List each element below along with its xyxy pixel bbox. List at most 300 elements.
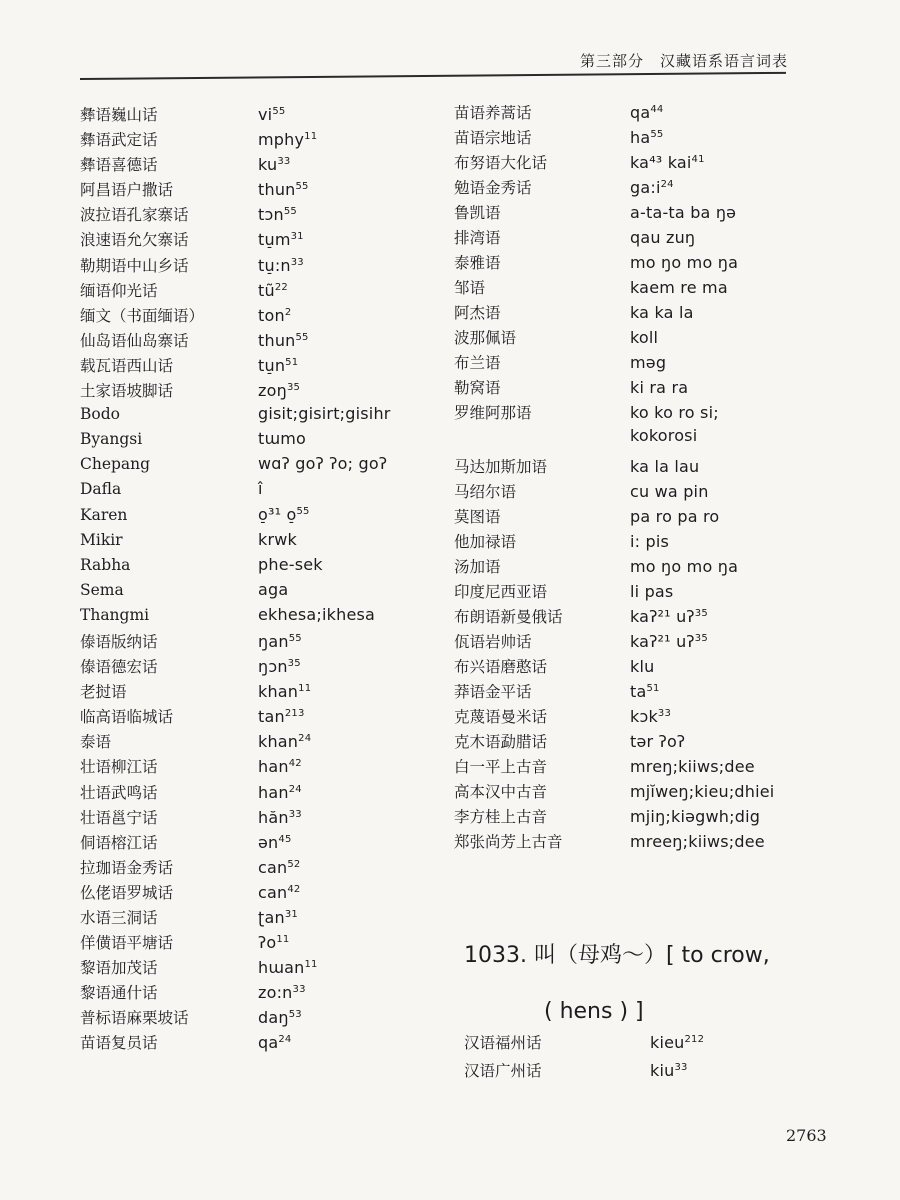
tone-mark: 35 <box>694 633 708 644</box>
language-name: Byangsi <box>80 430 143 449</box>
list-item <box>80 354 440 379</box>
tone-mark: 24 <box>298 733 312 745</box>
language-name: 阿杰语 <box>454 304 501 322</box>
list-item <box>454 426 804 451</box>
word-form <box>630 582 673 601</box>
tone-mark: 11 <box>304 959 318 971</box>
word-form <box>630 657 654 676</box>
phonetic-form: ga:i <box>630 178 661 197</box>
language-name: 壮语邕宁话 <box>80 808 158 827</box>
phonetic-form: kɔk <box>630 707 658 726</box>
word-form <box>258 632 302 651</box>
language-name: 壮语武鸣话 <box>80 783 158 802</box>
list-item <box>454 301 804 326</box>
language-name: 缅语仰光话 <box>80 281 158 300</box>
tone-mark: 41 <box>691 154 705 165</box>
language-name: 邹语 <box>454 279 486 297</box>
language-name: 他加禄语 <box>454 533 517 551</box>
phonetic-form: tɯmo <box>258 429 307 449</box>
language-name: Bodo <box>80 405 120 424</box>
word-form <box>258 983 306 1002</box>
tone-mark: 42 <box>288 758 302 770</box>
phonetic-form: kokorosi <box>630 426 698 445</box>
list-item <box>80 755 440 780</box>
tone-mark: 22 <box>274 281 288 293</box>
language-name: 勉语金秀话 <box>454 179 532 197</box>
list-item <box>80 404 440 429</box>
phonetic-form: ən <box>258 832 279 852</box>
list-item <box>454 251 804 276</box>
phonetic-form: mo ŋo mo ŋa <box>630 557 739 576</box>
tone-mark: 55 <box>295 331 309 343</box>
tone-mark: 55 <box>283 206 297 218</box>
language-name: 仙岛语仙岛寨话 <box>80 331 189 350</box>
word-form <box>630 253 738 272</box>
language-name: 印度尼西亚语 <box>454 583 548 601</box>
phonetic-form: a-ta-ta ba ŋə <box>630 203 737 222</box>
phonetic-form: kaʔ²¹ uʔ <box>630 632 695 651</box>
list-item <box>80 329 440 354</box>
word-form <box>258 605 375 624</box>
word-form <box>650 1033 704 1052</box>
language-name: Mikir <box>80 530 123 549</box>
list-item <box>454 755 804 780</box>
word-form <box>630 632 708 651</box>
word-form <box>258 682 311 701</box>
language-name: 鲁凯语 <box>454 204 501 222</box>
language-name: Chepang <box>80 455 151 474</box>
word-form <box>258 505 310 524</box>
language-name: 侗语榕江话 <box>80 833 158 852</box>
word-form <box>630 732 685 751</box>
phonetic-form: thun <box>258 330 296 350</box>
language-name: 仫佬语罗城话 <box>80 883 174 902</box>
tone-mark: 212 <box>684 1034 705 1045</box>
language-name: 傣语版纳话 <box>80 632 158 651</box>
phonetic-form: pa ro pa ro <box>630 507 720 526</box>
phonetic-form: ko ko ro si; <box>630 403 719 422</box>
language-name: 泰雅语 <box>454 254 501 272</box>
tone-mark: 55 <box>272 106 286 117</box>
phonetic-form: o̠³¹ o̠ <box>258 504 297 524</box>
language-name: 彝语武定话 <box>80 131 158 150</box>
word-form <box>258 657 301 676</box>
language-name: 汉语广州话 <box>464 1062 542 1080</box>
language-name: 阿昌语户撒话 <box>80 181 174 200</box>
word-form <box>630 457 699 476</box>
language-name: 苗语复员话 <box>80 1034 158 1053</box>
list-item <box>80 279 440 304</box>
word-form <box>630 426 697 445</box>
language-name: 泰语 <box>80 733 112 752</box>
tone-mark: 33 <box>292 984 306 996</box>
word-form <box>630 203 736 222</box>
language-name: 波拉语孔家寨话 <box>80 206 189 225</box>
phonetic-form: tər ʔoʔ <box>630 732 686 751</box>
tone-mark: 35 <box>287 658 301 670</box>
list-item <box>80 103 440 128</box>
phonetic-form: wɑʔ goʔ ʔo; goʔ <box>258 454 388 474</box>
left-column <box>80 103 440 1057</box>
phonetic-form: tan <box>258 707 285 727</box>
word-form <box>258 429 306 448</box>
list-item <box>80 454 440 479</box>
tone-mark: 45 <box>278 833 292 845</box>
tone-mark: 11 <box>276 934 290 946</box>
tone-mark: 33 <box>290 256 304 268</box>
list-item <box>80 881 440 906</box>
phonetic-form: mreeŋ;kiiws;dee <box>630 832 765 851</box>
word-form <box>630 178 674 197</box>
word-form <box>258 130 317 149</box>
tone-mark: 44 <box>650 104 664 115</box>
word-form <box>258 858 300 877</box>
word-form <box>258 883 300 902</box>
right-column <box>454 101 804 855</box>
phonetic-form: cu wa pin <box>630 482 709 501</box>
word-form <box>630 153 705 172</box>
word-form <box>630 228 695 247</box>
phonetic-form: mo ŋo mo ŋa <box>630 253 739 272</box>
word-form <box>258 833 292 852</box>
phonetic-form: zoŋ <box>258 381 287 401</box>
list-item <box>80 178 440 203</box>
language-name: 傣语德宏话 <box>80 658 158 677</box>
phonetic-form: ton <box>258 305 285 325</box>
phonetic-form: tu̠m <box>258 230 291 250</box>
language-name: 载瓦语西山话 <box>80 356 174 375</box>
list-item <box>464 1031 804 1059</box>
phonetic-form: ka la lau <box>630 457 700 476</box>
language-name: Thangmi <box>80 605 150 624</box>
list-item <box>80 530 440 555</box>
phonetic-form: tũ <box>258 280 275 300</box>
phonetic-form: qa <box>258 1033 279 1053</box>
tone-mark: 31 <box>290 231 304 243</box>
tone-mark: 35 <box>286 382 301 394</box>
tone-mark: 52 <box>287 858 301 870</box>
language-name: 排湾语 <box>454 229 501 247</box>
phonetic-form: tu̠n <box>258 355 286 375</box>
list-item <box>80 203 440 228</box>
language-name: 苗语宗地话 <box>454 129 532 147</box>
phonetic-form: ʔo <box>258 933 277 953</box>
list-item <box>80 479 440 504</box>
phonetic-form: aga <box>258 579 289 599</box>
list-item <box>80 1006 440 1031</box>
phonetic-form: ki ra ra <box>630 378 689 397</box>
list-item <box>80 555 440 580</box>
word-form <box>258 454 387 473</box>
word-form <box>630 757 755 776</box>
list-item <box>454 351 804 376</box>
phonetic-form: ʈan <box>258 908 285 927</box>
word-form <box>258 205 297 224</box>
language-name: 土家语坡脚话 <box>80 382 174 401</box>
word-form <box>630 353 666 372</box>
language-name: 郑张尚芳上古音 <box>454 833 563 851</box>
phonetic-form: daŋ <box>258 1008 289 1028</box>
phonetic-form: ta <box>630 682 647 701</box>
word-form <box>258 908 298 927</box>
tone-mark: 55 <box>296 505 310 517</box>
word-form <box>258 479 263 498</box>
word-form <box>258 1008 302 1027</box>
language-name: 勒窝语 <box>454 379 501 397</box>
phonetic-form: han <box>258 782 289 802</box>
list-item <box>454 276 804 301</box>
language-name: 李方桂上古音 <box>454 808 548 826</box>
phonetic-form: tu̠:n <box>258 255 291 275</box>
language-name: Dafla <box>80 480 122 499</box>
phonetic-form: mjiŋ;kiəgwh;dig <box>630 807 761 826</box>
phonetic-form: mreŋ;kiiws;dee <box>630 757 755 776</box>
list-item <box>80 429 440 454</box>
entry-rows <box>464 1031 804 1087</box>
phonetic-form: gisit;gisirt;gisihr <box>258 404 391 424</box>
list-item <box>454 805 804 830</box>
list-item <box>80 505 440 530</box>
language-name: 布兰语 <box>454 354 501 372</box>
word-form <box>630 303 694 322</box>
list-item <box>80 1031 440 1056</box>
tone-mark: 33 <box>288 808 302 820</box>
tone-mark: 33 <box>277 156 291 168</box>
phonetic-form: han <box>258 757 289 777</box>
phonetic-form: can <box>258 857 288 877</box>
language-name: 布努语大化话 <box>454 154 548 172</box>
header-rule <box>80 72 786 80</box>
word-form <box>258 1033 292 1052</box>
language-name: 莫图语 <box>454 508 501 526</box>
language-name: 苗语养蒿话 <box>454 104 532 122</box>
language-name: 克木语勐腊话 <box>454 733 548 751</box>
list-item <box>80 379 440 404</box>
phonetic-form: hăn <box>258 807 289 827</box>
phonetic-form: məg <box>630 353 667 372</box>
list-item <box>80 806 440 831</box>
list-item <box>454 201 804 226</box>
tone-mark: 11 <box>304 131 318 143</box>
phonetic-form: kieu <box>650 1033 685 1052</box>
language-name: 缅文（书面缅语） <box>80 306 205 325</box>
phonetic-form: qa <box>630 103 651 122</box>
tone-mark: 11 <box>298 683 312 695</box>
word-form <box>258 555 323 574</box>
entry-heading-line1: 1033. 叫（母鸡～）[ to crow, <box>464 943 770 968</box>
word-form <box>258 105 285 124</box>
list-item <box>80 655 440 680</box>
language-name: 壮语柳江话 <box>80 758 158 777</box>
word-form <box>630 328 658 347</box>
word-form <box>258 155 290 174</box>
word-form <box>630 378 688 397</box>
list-item <box>454 176 804 201</box>
tone-mark: 51 <box>646 683 660 694</box>
language-name: 老挝语 <box>80 683 127 702</box>
list-item <box>454 730 804 755</box>
word-form <box>258 707 305 726</box>
word-form <box>258 256 304 275</box>
list-item <box>454 455 804 480</box>
word-form <box>630 557 738 576</box>
list-item <box>80 831 440 856</box>
list-item <box>454 830 804 855</box>
tone-mark: 213 <box>284 708 305 720</box>
language-name: Sema <box>80 580 124 599</box>
word-form <box>630 128 663 147</box>
phonetic-form: kaʔ²¹ uʔ <box>630 607 695 626</box>
tone-mark: 24 <box>278 1034 292 1046</box>
language-name: 马绍尔语 <box>454 483 517 501</box>
phonetic-form: qau zuŋ <box>630 228 696 247</box>
word-form <box>630 403 719 422</box>
word-form <box>258 180 309 199</box>
list-item <box>80 981 440 1006</box>
tone-mark: 24 <box>660 179 674 190</box>
list-item <box>80 580 440 605</box>
running-head: 第三部分 汉藏语系语言词表 <box>579 52 788 70</box>
language-name: 布兴语磨憨话 <box>454 658 548 676</box>
tone-mark: 55 <box>295 181 309 193</box>
word-form <box>630 507 719 526</box>
word-form <box>630 278 728 297</box>
tone-mark: 53 <box>288 1009 302 1021</box>
word-form <box>258 783 302 802</box>
phonetic-form: krwk <box>258 529 297 549</box>
tone-mark: 33 <box>657 708 672 719</box>
phonetic-form: kaem re ma <box>630 278 728 297</box>
word-form <box>650 1061 688 1080</box>
word-form <box>630 832 765 851</box>
language-name: 黎语通什话 <box>80 984 158 1003</box>
word-form <box>630 807 760 826</box>
list-item <box>80 956 440 981</box>
word-form <box>630 607 708 626</box>
tone-mark: 51 <box>285 356 299 368</box>
word-form <box>630 103 664 122</box>
tone-mark: 33 <box>674 1062 688 1073</box>
tone-mark: 24 <box>288 783 302 795</box>
language-name: 拉珈语金秀话 <box>80 858 174 877</box>
language-name: 克蔑语曼米话 <box>454 708 548 726</box>
word-form <box>258 230 304 249</box>
phonetic-form: ŋɔn <box>258 657 288 677</box>
phonetic-form: ka ka la <box>630 303 694 322</box>
word-form <box>258 933 289 952</box>
language-name: Karen <box>80 505 128 524</box>
list-item <box>454 555 804 580</box>
phonetic-form: ŋan <box>258 631 289 651</box>
tone-mark: 31 <box>284 909 298 920</box>
word-form <box>630 532 669 551</box>
list-item <box>454 326 804 351</box>
phonetic-form: klu <box>630 657 655 676</box>
language-name: 马达加斯加语 <box>454 458 548 476</box>
tone-mark: 55 <box>288 632 302 644</box>
entry-heading <box>464 928 824 1040</box>
list-item <box>80 254 440 279</box>
list-item <box>80 128 440 153</box>
language-name: 彝语喜德话 <box>80 156 158 175</box>
list-item <box>80 705 440 730</box>
word-form <box>258 281 288 300</box>
list-item <box>454 580 804 605</box>
language-name: 佤语岩帅话 <box>454 633 532 651</box>
list-item <box>454 126 804 151</box>
phonetic-form: li pas <box>630 582 674 601</box>
list-item <box>80 856 440 881</box>
list-item <box>454 480 804 505</box>
language-name: 佯僙语平塘话 <box>80 934 174 953</box>
language-name: 水语三洞话 <box>80 909 158 927</box>
phonetic-form: mphy <box>258 130 305 150</box>
list-item <box>80 605 440 630</box>
language-name: 汤加语 <box>454 558 501 576</box>
language-name: 普标语麻栗坡话 <box>80 1009 189 1028</box>
phonetic-form: ha <box>630 128 651 147</box>
list-item <box>454 505 804 530</box>
phonetic-form: mjĭweŋ;kieu;dhiei <box>630 782 775 801</box>
tone-mark: 2 <box>284 306 292 318</box>
phonetic-form: tɔn <box>258 205 284 225</box>
list-item <box>80 153 440 178</box>
page-number: 2763 <box>786 1126 827 1145</box>
phonetic-form: koll <box>630 328 659 347</box>
phonetic-form: vi <box>258 105 273 124</box>
list-item <box>80 304 440 329</box>
list-item <box>454 376 804 401</box>
list-item <box>464 1059 804 1087</box>
word-form <box>258 757 302 776</box>
phonetic-form: khan <box>258 732 299 752</box>
list-item <box>454 151 804 176</box>
word-form <box>258 958 318 977</box>
phonetic-form: can <box>258 882 288 902</box>
language-name: 波那佩语 <box>454 329 517 347</box>
list-item <box>454 780 804 805</box>
word-form <box>630 782 774 801</box>
word-form <box>258 356 298 375</box>
list-item <box>80 781 440 806</box>
list-item <box>80 730 440 755</box>
phonetic-form: phe-sek <box>258 554 323 574</box>
list-item <box>80 630 440 655</box>
phonetic-form: thun <box>258 180 296 200</box>
list-item <box>80 906 440 931</box>
list-item <box>454 605 804 630</box>
list-item <box>454 655 804 680</box>
word-form <box>258 331 309 350</box>
phonetic-form: kiu <box>650 1061 675 1080</box>
word-form <box>258 808 302 827</box>
phonetic-form: i: pis <box>630 532 670 551</box>
language-name: 临高语临城话 <box>80 708 174 727</box>
phonetic-form: ekhesa;ikhesa <box>258 604 376 624</box>
language-name: 勒期语中山乡话 <box>80 256 189 275</box>
tone-mark: 55 <box>650 129 664 140</box>
word-form <box>630 707 671 726</box>
language-name: 高本汉中古音 <box>454 783 548 801</box>
word-form <box>258 306 291 325</box>
list-item <box>454 401 804 426</box>
phonetic-form: hɯan <box>258 958 305 978</box>
entry-heading-line2: ( hens ) ] <box>544 999 644 1024</box>
language-name: 布朗语新曼俄话 <box>454 608 563 626</box>
list-item <box>454 680 804 705</box>
word-form <box>258 580 288 599</box>
phonetic-form: ku <box>258 155 278 175</box>
